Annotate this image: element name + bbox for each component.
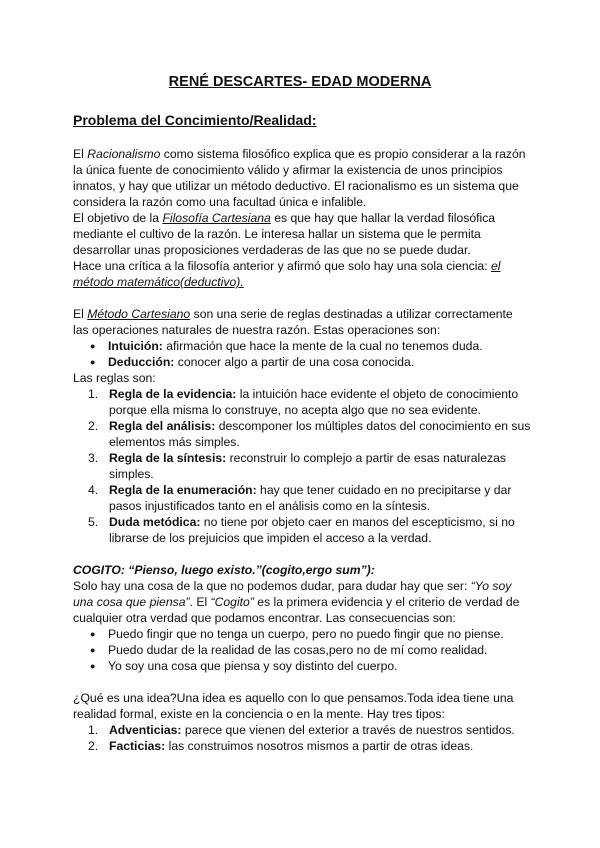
list-item: Regla de la síntesis: reconstruir lo complejo a partir de esas naturalezas bbox=[109, 451, 506, 465]
list-number: 2. bbox=[88, 739, 99, 753]
metodo-matematico-term: el bbox=[490, 259, 501, 273]
list-number: 1. bbox=[88, 723, 99, 737]
cogito-line: una cosa que piensa”. El “Cogito” es la primera evidencia y el criterio de verdad de bbox=[73, 595, 520, 609]
list-item-cont: simples. bbox=[109, 467, 154, 481]
list-item-cont: pasos injustificados tanto en el análisis como en la síntesis. bbox=[109, 499, 431, 513]
list-number: 1. bbox=[88, 387, 99, 401]
list-number: 3. bbox=[88, 451, 99, 465]
metodo-line: El Método Cartesiano son una serie de reglas destinadas a utilizar correctamente bbox=[73, 307, 513, 321]
list-item: Regla de la evidencia: la intuición hace evidente el objeto de conocimiento bbox=[109, 387, 519, 401]
bullet-icon: ● bbox=[90, 645, 96, 655]
list-number: 2. bbox=[88, 419, 99, 433]
page-title: RENÉ DESCARTES- EDAD MODERNA bbox=[168, 74, 432, 90]
cogito-line: cualquier otra verdad que podamos encontrar. Las consecuencias son: bbox=[73, 611, 456, 625]
idea-line: ¿Qué es una idea?Una idea es aquello con lo que pensamos.Toda idea tiene una bbox=[73, 691, 514, 705]
list-item: Adventicias: parece que vienen del exterior a través de nuestros sentidos. bbox=[109, 723, 515, 737]
list-item: Regla del análisis: descomponer los múltiples datos del conocimiento en sus bbox=[109, 419, 531, 433]
section-heading: Problema del Concimiento/Realidad: bbox=[73, 112, 317, 128]
list-item: Deducción: conocer algo a partir de una cosa conocida. bbox=[108, 355, 415, 369]
list-item: Puedo dudar de la realidad de las cosas,pero no de mí como realidad. bbox=[108, 643, 488, 657]
intro-line: El Racionalismo como sistema filosófico explica que es propio considerar a la razón bbox=[73, 147, 526, 161]
cogito-heading: COGITO: “Pienso, luego existo.”(cogito,ergo sum”): bbox=[73, 563, 375, 577]
list-item-cont: elementos más simples. bbox=[109, 435, 240, 449]
list-item: Intuición: afirmación que hace la mente de la cual no tenemos duda. bbox=[108, 339, 483, 353]
intro-line: mediante el cultivo de la razón. Le interesa hallar un sistema que le permita bbox=[73, 227, 481, 241]
intro-line: innatos, y hay que utilizar un método deductivo. El racionalismo es un sistema que bbox=[73, 179, 519, 193]
intro-line: desarrollar unas proposiciones verdaderas de las que no se puede dudar. bbox=[73, 243, 471, 257]
metodo-line: las operaciones naturales de nuestra razón. Estas operaciones son: bbox=[73, 323, 441, 337]
cogito-line: Solo hay una cosa de la que no podemos dudar, para dudar hay que ser: “Yo soy bbox=[73, 579, 512, 593]
list-item: Puedo fingir que no tenga un cuerpo, pero no puedo fingir que no piense. bbox=[108, 627, 504, 641]
list-item: Duda metódica: no tiene por objeto caer en manos del escepticismo, si no bbox=[109, 515, 515, 529]
bullet-icon: ● bbox=[90, 629, 96, 639]
list-item-cont: porque ella misma lo construye, no acepta algo que no sea evidente. bbox=[109, 403, 481, 417]
list-item-cont: librarse de los prejuicios que impiden el acceso a la verdad. bbox=[109, 531, 432, 545]
intro-line: la única fuente de conocimiento válido y afirmar la existencia de unos principios bbox=[73, 163, 503, 177]
list-item: Yo soy una cosa que piensa y soy distinto del cuerpo. bbox=[108, 659, 398, 673]
intro-line: Hace una crítica a la filosofía anterior y afirmó que solo hay una sola ciencia: el bbox=[73, 259, 501, 273]
bullet-icon: ● bbox=[90, 341, 96, 351]
metodo-cartesiano-term: Método Cartesiano bbox=[87, 307, 191, 321]
list-number: 4. bbox=[88, 483, 99, 497]
bullet-icon: ● bbox=[90, 661, 96, 671]
racionalismo-term: Racionalismo bbox=[87, 147, 161, 161]
reglas-intro: Las reglas son: bbox=[73, 371, 156, 385]
filosofia-cartesiana-term: Filosofía Cartesiana bbox=[162, 211, 271, 225]
list-number: 5. bbox=[88, 515, 99, 529]
bullet-icon: ● bbox=[90, 357, 96, 367]
intro-line: método matemático(deductivo). bbox=[73, 275, 244, 289]
intro-line: El objetivo de la Filosofía Cartesiana es que hay que hallar la verdad filosófica bbox=[73, 211, 496, 225]
idea-line: realidad formal, existe en la conciencia o en la mente. Hay tres tipos: bbox=[73, 707, 445, 721]
list-item: Regla de la enumeración: hay que tener cuidado en no precipitarse y dar bbox=[109, 483, 512, 497]
list-item: Facticias: las construimos nosotros mismos a partir de otras ideas. bbox=[109, 739, 474, 753]
intro-line: considera la razón como una facultad única e infalible. bbox=[73, 195, 367, 209]
